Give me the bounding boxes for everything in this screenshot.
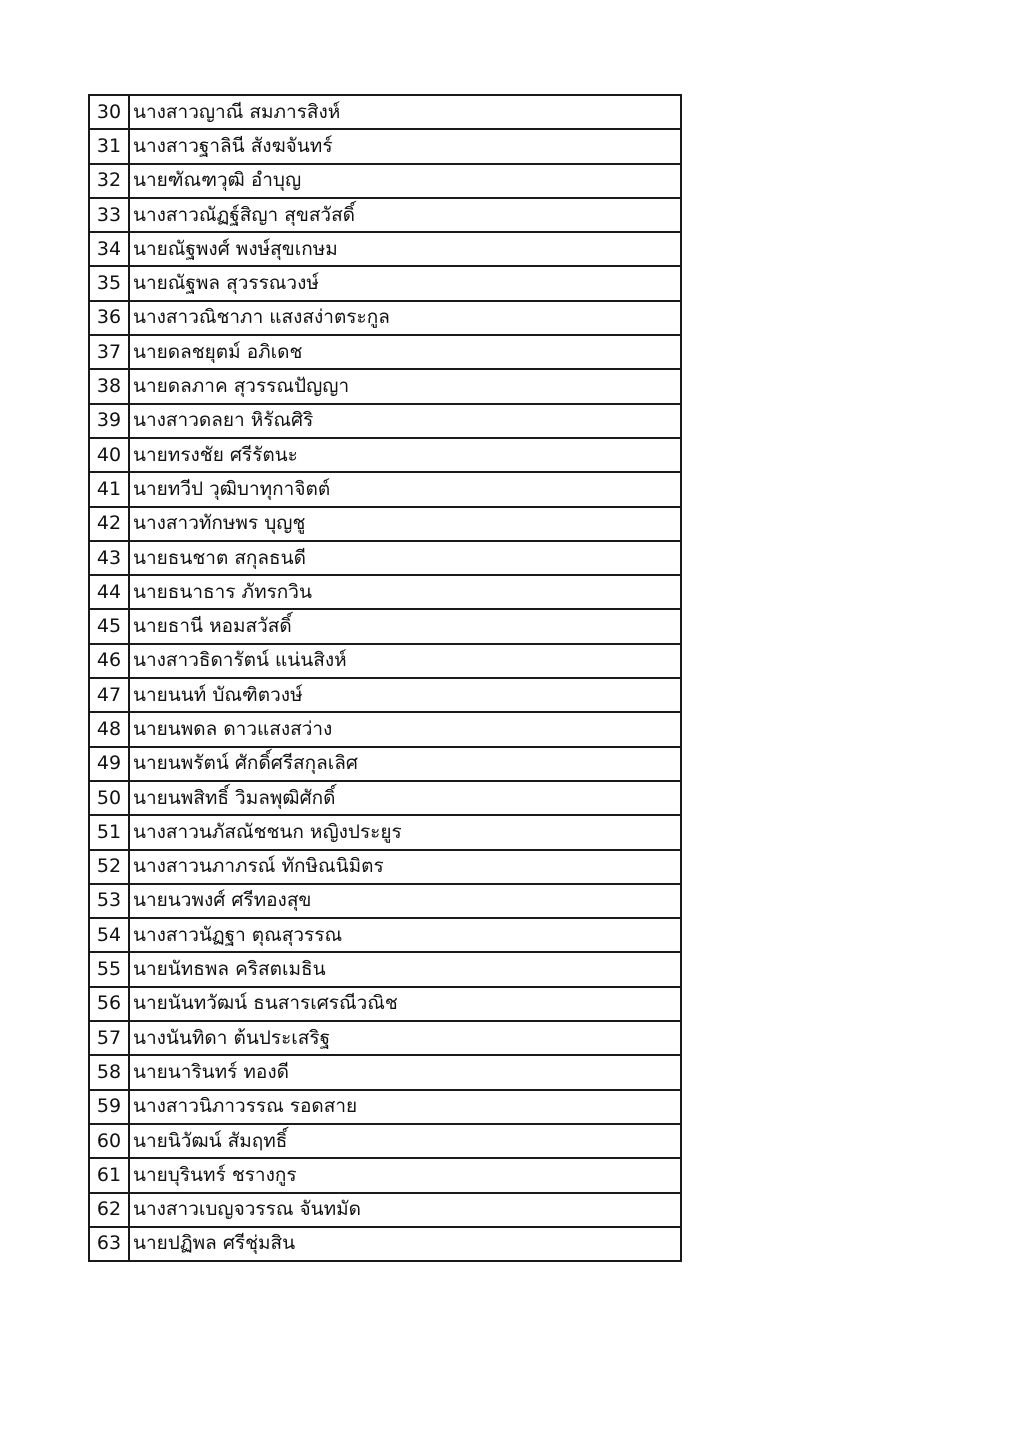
person-name: นางสาวฐาลินี สังฆจันทร์ [129,129,681,163]
person-name: นายณัฐพล สุวรรณวงษ์ [129,266,681,300]
person-name: นายนนท์ บัณฑิตวงษ์ [129,678,681,712]
row-number: 42 [89,507,129,541]
table-row [89,507,681,541]
row-number: 36 [89,301,129,335]
person-name: นายดลชยุตม์ อภิเดช [129,335,681,369]
table-row [89,952,681,986]
table-row [89,747,681,781]
person-name: นายปฏิพล ศรีชุ่มสิน [129,1227,681,1261]
row-number: 58 [89,1055,129,1089]
person-name: นายทรงชัย ศรีรัตนะ [129,438,681,472]
row-number: 62 [89,1193,129,1227]
table-row [89,1227,681,1261]
table-row [89,644,681,678]
person-name: นายนัทธพล คริสตเมธิน [129,952,681,986]
row-number: 41 [89,472,129,506]
person-name: นายนพสิทธิ์ วิมลพุฒิศักดิ์ [129,781,681,815]
row-number: 63 [89,1227,129,1261]
person-name: นายธานี หอมสวัสดิ์ [129,609,681,643]
row-number: 30 [89,95,129,129]
person-name: นางสาวณิชาภา แสงสง่าตระกูล [129,301,681,335]
table-row [89,1158,681,1192]
table-row [89,164,681,198]
person-name: นายธนชาต สกุลธนดี [129,541,681,575]
table-row [89,266,681,300]
table-row [89,884,681,918]
person-name: นายนพรัตน์ ศักดิ์ศรีสกุลเลิศ [129,747,681,781]
row-number: 40 [89,438,129,472]
row-number: 53 [89,884,129,918]
table-row [89,781,681,815]
row-number: 60 [89,1124,129,1158]
person-name: นางสาวธิดารัตน์ แน่นสิงห์ [129,644,681,678]
person-name: นายนารินทร์ ทองดี [129,1055,681,1089]
row-number: 55 [89,952,129,986]
table-row [89,335,681,369]
table-row [89,987,681,1021]
row-number: 54 [89,918,129,952]
person-name: นางสาวดลยา หิรัณศิริ [129,404,681,438]
table-row [89,438,681,472]
table-row [89,609,681,643]
row-number: 43 [89,541,129,575]
table-row [89,129,681,163]
row-number: 47 [89,678,129,712]
row-number: 35 [89,266,129,300]
person-name: นางนันทิดา ต้นประเสริฐ [129,1021,681,1055]
person-name: นายนันทวัฒน์ ธนสารเศรณีวณิช [129,987,681,1021]
row-number: 32 [89,164,129,198]
person-name: นางสาวณัฏฐ์สิญา สุขสวัสดิ์ [129,198,681,232]
row-number: 61 [89,1158,129,1192]
person-name: นางสาวนภาภรณ์ ทักษิณนิมิตร [129,850,681,884]
table-row [89,198,681,232]
person-name: นางสาวเบญจวรรณ จันทมัด [129,1193,681,1227]
row-number: 45 [89,609,129,643]
table-row [89,815,681,849]
table-row [89,918,681,952]
person-name: นายธนาธาร ภัทรกวิน [129,575,681,609]
row-number: 31 [89,129,129,163]
table-row [89,678,681,712]
person-name: นายนพดล ดาวแสงสว่าง [129,712,681,746]
table-row [89,1090,681,1124]
person-name: นางสาวนัฏฐา ตุณสุวรรณ [129,918,681,952]
table-row [89,301,681,335]
row-number: 48 [89,712,129,746]
row-number: 44 [89,575,129,609]
person-name: นายณัฐพงศ์ พงษ์สุขเกษม [129,232,681,266]
table-row [89,232,681,266]
row-number: 56 [89,987,129,1021]
row-number: 38 [89,369,129,403]
table-row [89,1021,681,1055]
row-number: 57 [89,1021,129,1055]
row-number: 59 [89,1090,129,1124]
person-name: นายดลภาค สุวรรณปัญญา [129,369,681,403]
row-number: 37 [89,335,129,369]
table-row [89,1055,681,1089]
table-row [89,575,681,609]
person-name: นางสาวทักษพร บุญชู [129,507,681,541]
person-name: นางสาวนภัสณัชชนก หญิงประยูร [129,815,681,849]
row-number: 51 [89,815,129,849]
table-row [89,404,681,438]
row-number: 34 [89,232,129,266]
name-list-body [89,95,681,1261]
person-name: นายบุรินทร์ ชรางกูร [129,1158,681,1192]
person-name: นายนวพงศ์ ศรีทองสุข [129,884,681,918]
row-number: 49 [89,747,129,781]
table-row [89,1193,681,1227]
row-number: 33 [89,198,129,232]
table-row [89,369,681,403]
table-row [89,95,681,129]
table-row [89,850,681,884]
table-row [89,1124,681,1158]
person-name: นายทวีป วุฒิบาทุกาจิตต์ [129,472,681,506]
table-row [89,712,681,746]
person-name: นายนิวัฒน์ สัมฤทธิ์ [129,1124,681,1158]
row-number: 39 [89,404,129,438]
table-row [89,541,681,575]
person-name: นางสาวนิภาวรรณ รอดสาย [129,1090,681,1124]
table-row [89,472,681,506]
row-number: 50 [89,781,129,815]
person-name: นางสาวญาณี สมภารสิงห์ [129,95,681,129]
person-name: นายฑัณฑวุฒิ อำบุญ [129,164,681,198]
name-list-table [88,94,682,1262]
row-number: 46 [89,644,129,678]
row-number: 52 [89,850,129,884]
